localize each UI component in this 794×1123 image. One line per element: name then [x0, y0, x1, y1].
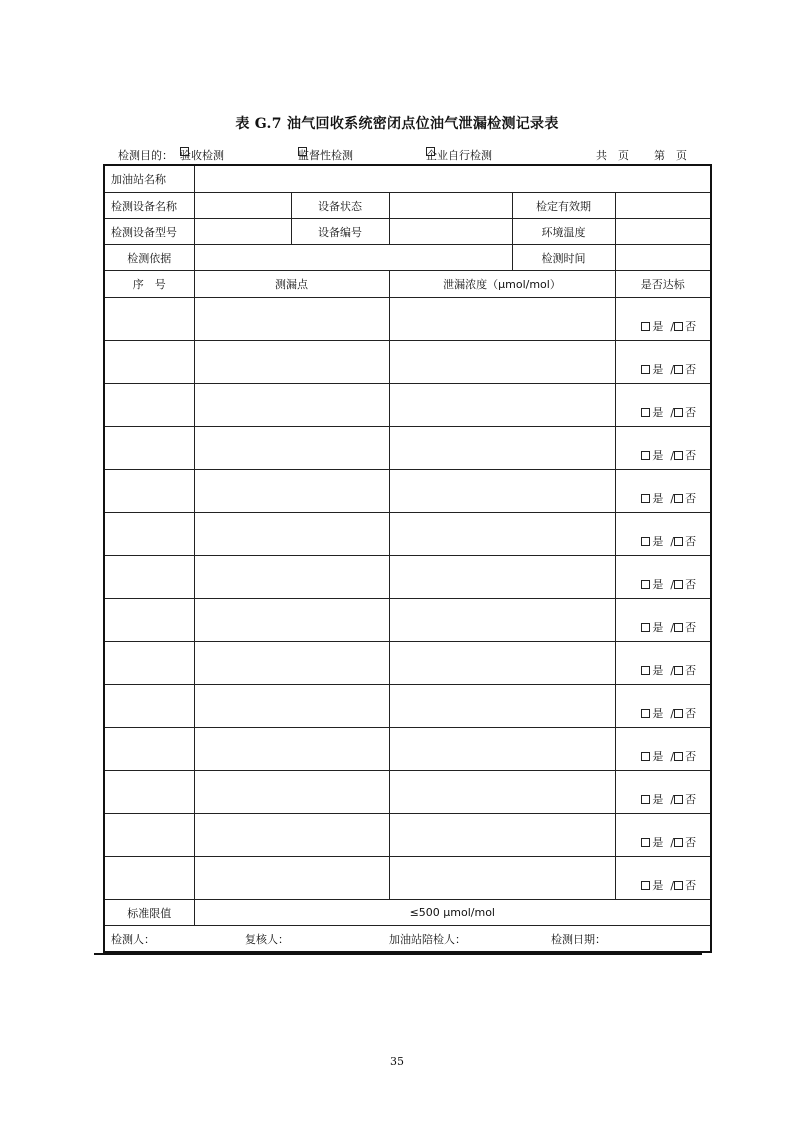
- valid-period-field[interactable]: [615, 193, 711, 219]
- concentration-cell[interactable]: [389, 427, 615, 470]
- concentration-cell[interactable]: [389, 470, 615, 513]
- concentration-cell[interactable]: [389, 771, 615, 814]
- pass-cell: 是 / 否: [615, 341, 711, 384]
- limit-label: 标准限值: [104, 900, 194, 926]
- form-title: 表 G.7 油气回收系统密闭点位油气泄漏检测记录表: [235, 116, 559, 132]
- test-time-label: 检测时间: [512, 245, 615, 271]
- checkbox-icon[interactable]: [674, 795, 683, 804]
- checkbox-icon[interactable]: [641, 795, 650, 804]
- device-number-field[interactable]: [389, 219, 512, 245]
- pass-cell: 是 / 否: [615, 599, 711, 642]
- leak-point-cell[interactable]: [194, 427, 389, 470]
- checkbox-icon[interactable]: [641, 752, 650, 761]
- seq-cell[interactable]: [104, 556, 194, 599]
- pass-cell: 是 / 否: [615, 771, 711, 814]
- pass-cell: 是 / 否: [615, 556, 711, 599]
- pass-cell: 是 / 否: [615, 513, 711, 556]
- checkbox-icon[interactable]: [674, 838, 683, 847]
- pass-cell: 是 / 否: [615, 642, 711, 685]
- concentration-cell[interactable]: [389, 513, 615, 556]
- checkbox-icon[interactable]: [641, 537, 650, 546]
- seq-cell[interactable]: [104, 513, 194, 556]
- basis-field[interactable]: [194, 245, 512, 271]
- table-row: [104, 599, 711, 642]
- leak-point-cell[interactable]: [194, 384, 389, 427]
- leak-point-cell[interactable]: [194, 771, 389, 814]
- concentration-cell[interactable]: [389, 857, 615, 900]
- table-row: [104, 556, 711, 599]
- device-name-field[interactable]: [194, 193, 291, 219]
- checkbox-icon[interactable]: [641, 365, 650, 374]
- leak-point-cell[interactable]: [194, 728, 389, 771]
- test-date-label: 检测日期：: [551, 932, 606, 946]
- seq-cell[interactable]: [104, 470, 194, 513]
- leak-point-cell[interactable]: [194, 470, 389, 513]
- concentration-cell[interactable]: [389, 599, 615, 642]
- leak-point-cell[interactable]: [194, 599, 389, 642]
- ambient-temp-field[interactable]: [615, 219, 711, 245]
- table-row: [104, 298, 711, 341]
- concentration-cell[interactable]: [389, 728, 615, 771]
- table-row: [104, 427, 711, 470]
- seq-cell[interactable]: [104, 728, 194, 771]
- table-row: [104, 685, 711, 728]
- seq-cell[interactable]: [104, 427, 194, 470]
- pass-cell: 是 / 否: [615, 470, 711, 513]
- device-number-label: 设备编号: [291, 219, 389, 245]
- leak-record-table: [103, 164, 712, 953]
- pass-cell: 是 / 否: [615, 427, 711, 470]
- purpose-label: 检测目的：: [118, 149, 173, 162]
- seq-cell[interactable]: [104, 857, 194, 900]
- leak-point-cell[interactable]: [194, 556, 389, 599]
- pass-cell: 是 / 否: [615, 298, 711, 341]
- table-row: [104, 513, 711, 556]
- leak-point-cell[interactable]: [194, 814, 389, 857]
- checkbox-icon[interactable]: [674, 666, 683, 675]
- checkbox-icon[interactable]: [641, 580, 650, 589]
- col-header-leak-point: 测漏点: [194, 271, 389, 298]
- seq-cell[interactable]: [104, 298, 194, 341]
- basis-label: 检测依据: [104, 245, 194, 271]
- col-header-seq: 序 号: [104, 271, 194, 298]
- seq-cell[interactable]: [104, 814, 194, 857]
- station-name-field[interactable]: [194, 165, 711, 193]
- checkbox-icon[interactable]: [641, 623, 650, 632]
- leak-point-cell[interactable]: [194, 685, 389, 728]
- test-time-field[interactable]: [615, 245, 711, 271]
- table-row: [104, 384, 711, 427]
- checkbox-icon[interactable]: [641, 838, 650, 847]
- leak-point-cell[interactable]: [194, 298, 389, 341]
- seq-cell[interactable]: [104, 599, 194, 642]
- page-number: 35: [390, 1055, 404, 1068]
- table-row: [104, 771, 711, 814]
- concentration-cell[interactable]: [389, 384, 615, 427]
- seq-cell[interactable]: [104, 341, 194, 384]
- leak-point-cell[interactable]: [194, 857, 389, 900]
- seq-cell[interactable]: [104, 685, 194, 728]
- seq-cell[interactable]: [104, 642, 194, 685]
- checkbox-icon[interactable]: [641, 494, 650, 503]
- checkbox-icon[interactable]: [641, 408, 650, 417]
- leak-point-cell[interactable]: [194, 642, 389, 685]
- checkbox-icon[interactable]: [674, 537, 683, 546]
- checkbox-icon[interactable]: [641, 709, 650, 718]
- table-row: [104, 642, 711, 685]
- concentration-cell[interactable]: [389, 685, 615, 728]
- table-row: [104, 341, 711, 384]
- table-row: [104, 814, 711, 857]
- station-name-label: 加油站名称: [104, 165, 194, 193]
- pass-cell: 是 / 否: [615, 857, 711, 900]
- checkbox-icon[interactable]: [641, 666, 650, 675]
- concentration-cell[interactable]: [389, 298, 615, 341]
- checkbox-icon[interactable]: [641, 881, 650, 890]
- concentration-cell[interactable]: [389, 642, 615, 685]
- page-count-total: 共 页: [596, 149, 629, 162]
- concentration-cell[interactable]: [389, 341, 615, 384]
- pass-cell: 是 / 否: [615, 814, 711, 857]
- checkbox-icon[interactable]: [674, 365, 683, 374]
- pass-cell: 是 / 否: [615, 685, 711, 728]
- col-header-concentration: 泄漏浓度（μmol/mol）: [389, 271, 615, 298]
- checkbox-icon[interactable]: [674, 408, 683, 417]
- col-header-pass: 是否达标: [615, 271, 711, 298]
- checkbox-icon[interactable]: [674, 580, 683, 589]
- limit-value: ≤500 μmol/mol: [194, 900, 711, 926]
- escort-label: 加油站陪检人：: [389, 932, 466, 946]
- checkbox-icon[interactable]: [674, 709, 683, 718]
- device-name-label: 检测设备名称: [104, 193, 194, 219]
- checkbox-icon[interactable]: [674, 881, 683, 890]
- bottom-divider: [94, 953, 702, 955]
- reviewer-label: 复核人：: [245, 932, 289, 946]
- concentration-cell[interactable]: [389, 814, 615, 857]
- checkbox-icon[interactable]: [674, 494, 683, 503]
- device-model-label: 检测设备型号: [104, 219, 194, 245]
- valid-period-label: 检定有效期: [512, 193, 615, 219]
- pass-cell: 是 / 否: [615, 384, 711, 427]
- checkbox-icon[interactable]: [641, 451, 650, 460]
- signature-row: [104, 926, 711, 953]
- table-row: [104, 728, 711, 771]
- seq-cell[interactable]: [104, 771, 194, 814]
- tester-label: 检测人：: [111, 932, 155, 946]
- table-row: [104, 470, 711, 513]
- checkbox-icon[interactable]: [674, 451, 683, 460]
- page-count-current: 第 页: [654, 149, 687, 162]
- device-state-label: 设备状态: [291, 193, 389, 219]
- ambient-temp-label: 环境温度: [512, 219, 615, 245]
- checkbox-icon[interactable]: [674, 752, 683, 761]
- device-model-field[interactable]: [194, 219, 291, 245]
- leak-point-cell[interactable]: [194, 513, 389, 556]
- concentration-cell[interactable]: [389, 556, 615, 599]
- seq-cell[interactable]: [104, 384, 194, 427]
- table-row: [104, 857, 711, 900]
- device-state-field[interactable]: [389, 193, 512, 219]
- checkbox-icon[interactable]: [674, 623, 683, 632]
- checkbox-icon[interactable]: [674, 322, 683, 331]
- leak-point-cell[interactable]: [194, 341, 389, 384]
- checkbox-icon[interactable]: [641, 322, 650, 331]
- pass-cell: 是 / 否: [615, 728, 711, 771]
- test-purpose-line: 检测目的： 验收检测 监督性检测 企业自行检测 共 页 第 页: [118, 149, 687, 162]
